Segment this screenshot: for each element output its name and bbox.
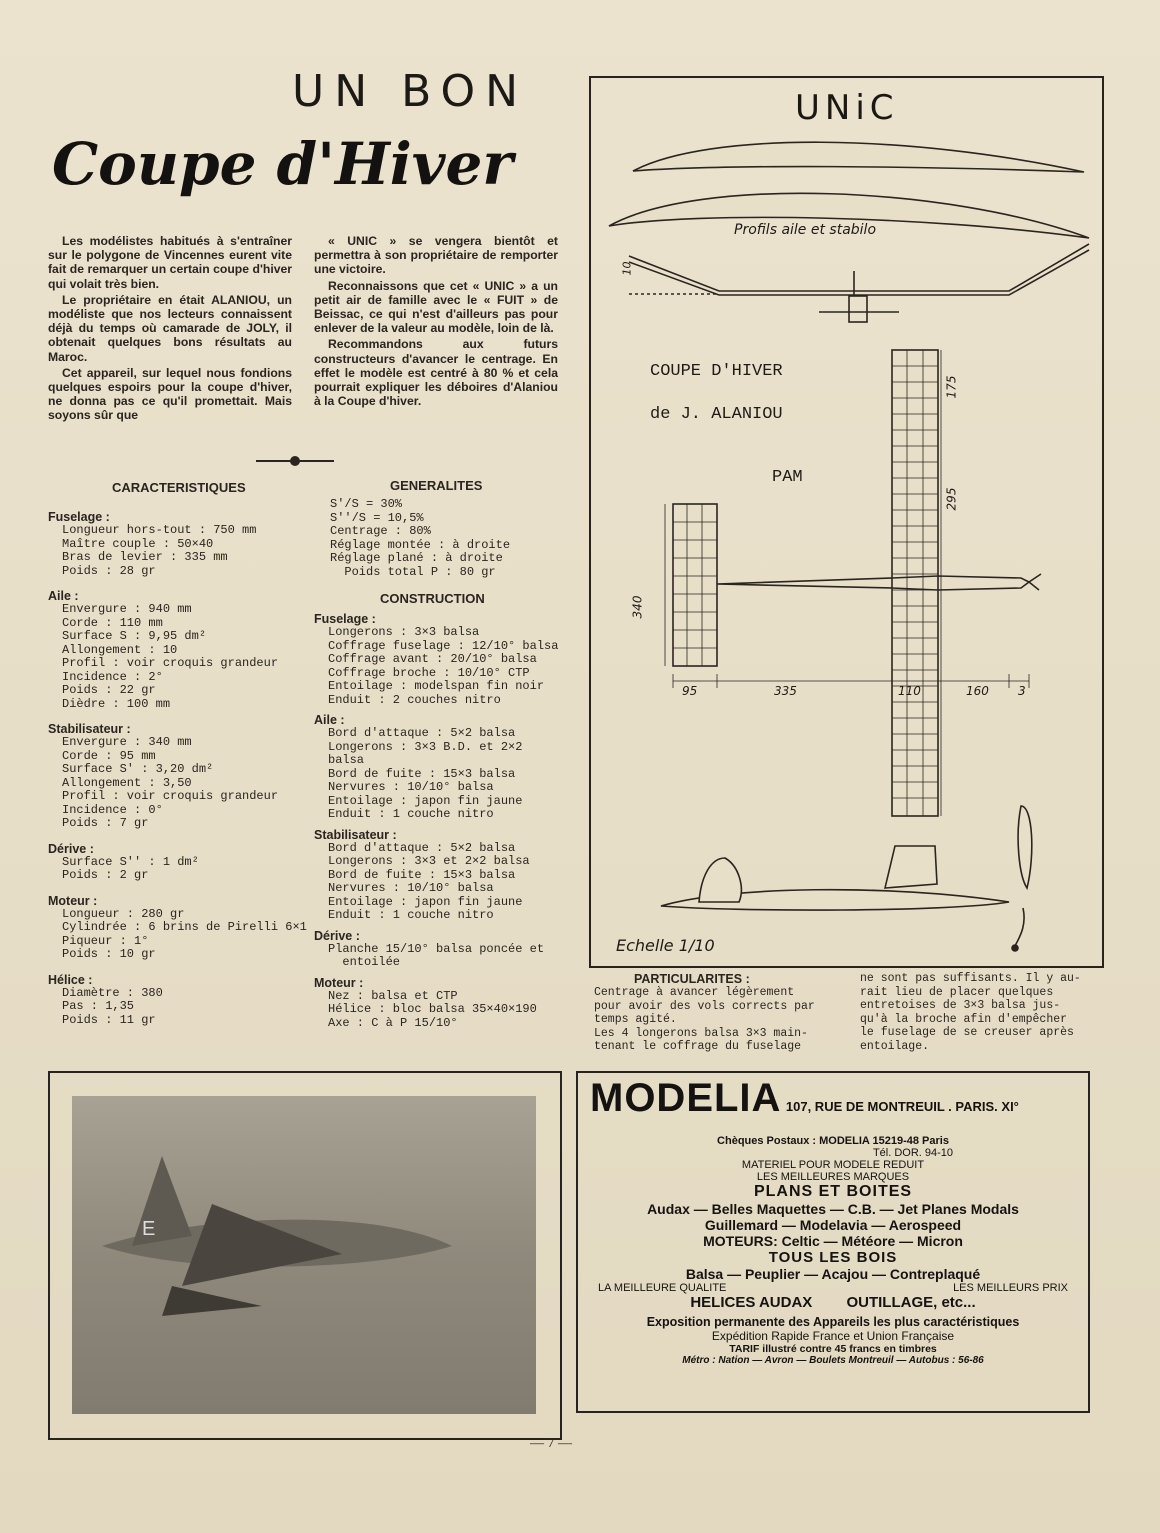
wing-profile [633,142,1084,172]
spec-line: Profil : voir croquis grandeur [62,656,279,670]
spec-line: Allongement : 10 [62,642,178,657]
spec-line: Enduit : 2 couches nitro [328,692,501,707]
spec-line: Incidence : 0° [62,802,163,817]
spec-line: Réglage plané : à droite [330,551,503,565]
spec-line: Poids : 7 gr [62,816,149,830]
plan-drawing [589,76,1104,968]
construction-list [314,612,560,1030]
headline-title: Coupe d'Hiver [52,130,513,198]
spec-line: Hélice : bloc balsa 35×40×190 [328,1002,537,1016]
plan-name-line-3: PAM [772,468,803,487]
ad-prix: LES MEILLEURS PRIX [953,1282,1068,1294]
dim-stab-span: 340 [630,595,645,619]
spec-line: Cylindrée : 6 brins de Pirelli 6×1 [62,920,307,934]
particularite-line: rait lieu de placer quelques [860,985,1054,999]
intro-column-1 [48,234,292,425]
spec-line: S''/S = 10,5% [330,510,424,525]
group-heading: Stabilisateur : [48,722,131,736]
ad-outillage: OUTILLAGE, etc... [846,1294,976,1311]
ad-cheques: Chèques Postaux : MODELIA 15219-48 Paris [717,1135,949,1147]
intro-paragraph: Reconnaissons que cet « UNIC » a un petit air de famille avec le « FUIT » de Beissac, ce qui n'est d'ailleurs pas pour enlever de la valeur au modèle, loin de là. [314,278,558,336]
spec-line: Longerons : 3×3 balsa [328,625,480,639]
generalites-list [330,498,562,579]
group-heading: Moteur : [314,975,364,990]
ad-metro: Métro : Nation — Avron — Boulets Montreuil — Autobus : 56-86 [682,1355,984,1366]
ad-materiel-1: MATERIEL POUR MODELE REDUIT [741,1159,925,1171]
spec-line: Longueur : 280 gr [62,906,185,921]
top-view-wing [892,350,938,816]
spec-line: Entoilage : modelspan fin noir [328,679,545,693]
particularites-col-2 [860,972,1096,1053]
spec-line: Piqueur : 1° [62,933,149,948]
plan-title: UNiC [795,88,899,128]
ad-materiel-2: LES MEILLEURES MARQUES [756,1171,910,1183]
dim-dihedral: 10 [620,261,634,276]
side-view-prop [1018,806,1032,888]
dim-wing-outer: 175 [944,375,959,399]
particularite-line: qu'à la broche afin d'empêcher [860,1012,1068,1026]
ad-expedition: Expédition Rapide France et Union Française [711,1329,955,1343]
spec-line: Enduit : 1 couche nitro [328,908,494,922]
side-view-fin [699,858,741,902]
spec-line: Surface S'' : 1 dm² [62,854,199,869]
spec-line: Coffrage fuselage : 12/10° balsa [328,638,559,653]
spec-line: Réglage montée : à droite [330,537,511,552]
top-view-stab [673,504,717,666]
ad-tel: Tél. DOR. 94-10 [872,1147,954,1159]
particularite-line: Les 4 longerons balsa 3×3 main- [594,1026,808,1040]
caracteristiques-list [48,510,310,1027]
page-number: — 7 — [530,1436,572,1451]
spec-line: S'/S = 30% [330,497,403,511]
spec-line: entoilée [328,955,401,969]
dim-95: 95 [682,684,698,698]
aircraft-fin-letter: E [142,1218,156,1240]
intro-paragraph: Cet appareil, sur lequel nous fondions quelques espoirs pour la coupe d'hiver, ne donna pas ce qu'il promettait. Mais soyons sûr que [48,365,292,423]
spec-line: Entoilage : japon fin jaune [328,793,523,808]
spec-line: Poids : 22 gr [62,683,156,697]
ad-plans: PLANS ET BOITES [753,1183,913,1200]
spec-line: Envergure : 340 mm [62,735,192,749]
group-heading: Stabilisateur : [314,827,397,842]
spec-line: Axe : C à P 15/10° [328,1015,458,1030]
group-heading: Fuselage : [314,612,376,626]
particularite-line: tenant le coffrage du fuselage [594,1040,802,1053]
spec-line: Bord d'attaque : 5×2 balsa [328,726,516,740]
group-heading: Aile : [48,589,79,603]
particularites-col-1 [594,986,844,1054]
spec-line: Nervures : 10/10° balsa [328,881,494,895]
spec-line: Longerons : 3×3 B.D. et 2×2 [328,739,523,754]
ad-moteurs: MOTEURS: Celtic — Météore — Micron [703,1233,963,1249]
spec-line: Nez : balsa et CTP [328,988,458,1003]
ad-bois: TOUS LES BOIS [768,1249,898,1266]
group-heading: Dérive : [48,841,94,856]
dim-160: 160 [966,684,989,698]
intro-column-2 [314,234,558,410]
spec-line: Centrage : 80% [330,524,431,538]
spec-line: Surface S' : 3,20 dm² [62,762,214,776]
spec-line: Poids : 2 gr [62,868,149,882]
caracteristiques-title: CARACTERISTIQUES [112,480,246,495]
ad-tarif: TARIF illustré contre 45 francs en timbres [729,1343,937,1355]
spec-line: Poids total P : 80 gr [330,564,496,579]
particularite-line: entretoises de 3×3 balsa jus- [860,999,1061,1012]
spec-line: Bord d'attaque : 5×2 balsa [328,840,516,855]
spec-line: Coffrage broche : 10/10° CTP [328,665,530,680]
ad-helices: HELICES AUDAX [690,1294,813,1311]
group-heading: Aile : [314,713,345,727]
intro-paragraph: Le propriétaire en était ALANIOU, un modéliste que nos lecteurs connaissent déjà du temps où camarade de JOLY, il obtenait quelques bons résultats au Maroc. [48,292,292,364]
particularites-title: PARTICULARITES : [634,972,750,986]
plan-name-line-2: de J. ALANIOU [650,405,783,424]
spec-line: Bras de levier : 335 mm [62,550,228,564]
dim-wing-inner: 295 [944,487,959,511]
ad-brands-2: Guillemard — Modelavia — Aerospeed [704,1217,962,1233]
modelia-ad [578,1076,1088,1366]
group-heading: Dérive : [314,928,360,943]
particularite-line: ne sont pas suffisants. Il y au- [860,972,1081,985]
spec-line: Surface S : 9,95 dm² [62,629,207,643]
spec-line: Envergure : 940 mm [62,602,192,616]
ad-woods: Balsa — Peuplier — Acajou — Contreplaqué [685,1266,981,1282]
spec-line: Longueur hors-tout : 750 mm [62,523,257,537]
spec-line: Pas : 1,35 [62,999,135,1013]
top-view-fuselage [717,576,1029,590]
spec-line: Corde : 95 mm [62,748,156,763]
front-view-wing [629,244,1089,291]
ad-address: 107, RUE DE MONTREUIL . PARIS. XI° [785,1099,1019,1114]
generalites-title: GENERALITES [390,478,483,493]
particularite-line: pour avoir des vols corrects par [594,999,815,1013]
spec-line: Entoilage : japon fin jaune [328,894,523,909]
intro-paragraph: Recommandons aux futurs constructeurs d'avancer le centrage. En effet le modèle est centré à 80 % et cela pourrait expliquer les déboires d'Alaniou à la Coupe d'hiver. [314,337,558,409]
aircraft-photo [72,1096,536,1414]
ad-brand: MODELIA [590,1076,782,1120]
particularite-line: le fuselage de se creuser après [860,1026,1074,1039]
spec-line: Poids : 28 gr [62,563,156,578]
ad-qualite: LA MEILLEURE QUALITE [598,1282,727,1294]
spec-line: Nervures : 10/10° balsa [328,780,494,794]
spec-line: Coffrage avant : 20/10° balsa [328,652,537,666]
spec-line: Poids : 11 gr [62,1012,156,1027]
spec-line: Allongement : 3,50 [62,775,192,790]
spec-line: Bord de fuite : 15×3 balsa [328,867,516,882]
construction-title: CONSTRUCTION [380,591,485,606]
spec-line: Corde : 110 mm [62,615,163,630]
particularite-line: temps agité. [594,1013,677,1026]
dim-3: 3 [1018,684,1026,698]
group-heading: Fuselage : [48,510,110,524]
intro-paragraph: Les modélistes habitués à s'entraîner sur le polygone de Vincennes eurent vite fait de remarquer un certain coupe d'hiver qui volait très bien. [48,234,292,291]
spec-line: Poids : 10 gr [62,947,156,961]
spec-line: Longerons : 3×3 et 2×2 balsa [328,854,530,868]
group-heading: Hélice : [48,972,93,987]
spec-line: Enduit : 1 couche nitro [328,807,494,821]
spec-line: Profil : voir croquis grandeur [62,789,279,803]
spec-line: Maître couple : 50×40 [62,536,214,551]
spec-line: balsa [328,753,365,767]
particularite-line: Centrage à avancer légèrement [594,986,795,999]
spec-line: Bord de fuite : 15×3 balsa [328,766,516,781]
group-heading: Moteur : [48,893,98,908]
ad-exposition: Exposition permanente des Appareils les plus caractéristiques [646,1315,1020,1329]
spec-line: Incidence : 2° [62,669,163,684]
dim-335: 335 [774,684,797,698]
particularite-line: entoilage. [860,1039,930,1053]
spec-line: Diamètre : 380 [62,985,163,1000]
spec-line: Planche 15/10° balsa poncée et [328,941,545,956]
scale-label: Echelle 1/10 [616,936,715,955]
profiles-label: Profils aile et stabilo [734,222,877,238]
side-view-wing [885,846,937,888]
plan-name-line-1: COUPE D'HIVER [650,362,783,381]
intro-paragraph: « UNIC » se vengera bientôt et permettra à son propriétaire de remporter une victoire. [314,234,558,277]
headline-kicker: UN BON [292,66,529,117]
divider-dot [290,456,300,466]
ad-brands-1: Audax — Belles Maquettes — C.B. — Jet Planes Modals [647,1201,1019,1217]
dim-110: 110 [898,684,921,698]
spec-line: Dièdre : 100 mm [62,696,171,711]
